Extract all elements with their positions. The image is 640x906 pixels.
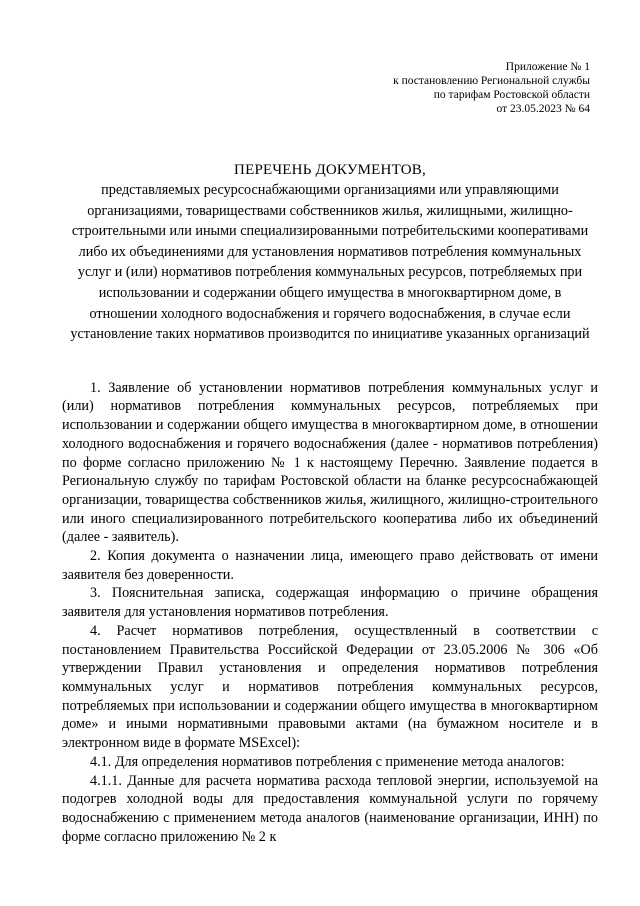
list-item-4-1: 4.1. Для определения нормативов потребления с применение метода аналогов:: [90, 753, 565, 770]
list-item-2: 2. Копия документа о назначении лица, имеющего право действовать от имени заявителя без доверенности.: [62, 548, 598, 583]
list-item-3: 3. Пояснительная записка, содержащая информацию о причине обращения заявителя для установления нормативов потребления.: [62, 585, 598, 621]
document-body: [62, 379, 598, 847]
document-title: ПЕРЕЧЕНЬ ДОКУМЕНТОВ,: [234, 162, 426, 178]
annex-line-1: Приложение № 1: [505, 61, 590, 73]
document-subtitle: представляемых ресурсоснабжающими организациями или управляющими организациями, товариществами собственников жилья, жилищными, жилищно-строительными или иными специализированными потребительскими кооперативами либо их объединениями для установления нормативов потребления коммунальных услуг и (или) нормативов потребления коммунальных ресурсов, потребляемых при использовании и содержании общего имущества в многоквартирном доме, в отношении холодного водоснабжения и горячего водоснабжения, в случае если установление таких нормативов производится по инициативе указанных организаций: [70, 182, 590, 343]
list-item-1: 1. Заявление об установлении нормативов потребления коммунальных услуг и (или) нормативов потребления коммунальных ресурсов, потребляемых при использовании и содержании общего имущества в многоквартирном доме, в отношении холодного водоснабжения и горячего водоснабжения (далее - нормативов потребления) по форме согласно приложению № 1 к настоящему Перечню. Заявление подается в Региональную службу по тарифам Ростовской области на бланке ресурсоснабжающей организации, товарищества собственников жилья, жилищного, жилищно-строительного или иного специализированного потребительского кооператива либо их объединений (далее - заявитель).: [62, 379, 598, 546]
list-item-4-1-1: 4.1.1. Данные для расчета норматива расхода тепловой энергии, используемой на подогрев холодной воды для предоставления коммунальной услуги по горячему водоснабжению с применением метода аналогов (наименование организации, ИНН) по форме согласно приложению № 2 к: [62, 772, 598, 845]
annex-line-4: от 23.05.2023 № 64: [496, 103, 590, 115]
annex-header: [62, 60, 598, 116]
list-item-4: 4. Расчет нормативов потребления, осуществленный в соответствии с постановлением Правительства Российской Федерации от 23.05.2006 № 306 «Об утверждении Правил установления и определения нормативов потребления коммунальных услуг и нормативов потребления коммунальных ресурсов, потребляемых при использовании и содержании общего имущества в многоквартирном доме» и иными нормативными правовыми актами (на бумажном носителе и в электронном виде в формате MSExcel):: [62, 622, 598, 752]
annex-line-3: по тарифам Ростовской области: [433, 89, 590, 101]
annex-line-2: к постановлению Региональной службы: [393, 75, 590, 87]
